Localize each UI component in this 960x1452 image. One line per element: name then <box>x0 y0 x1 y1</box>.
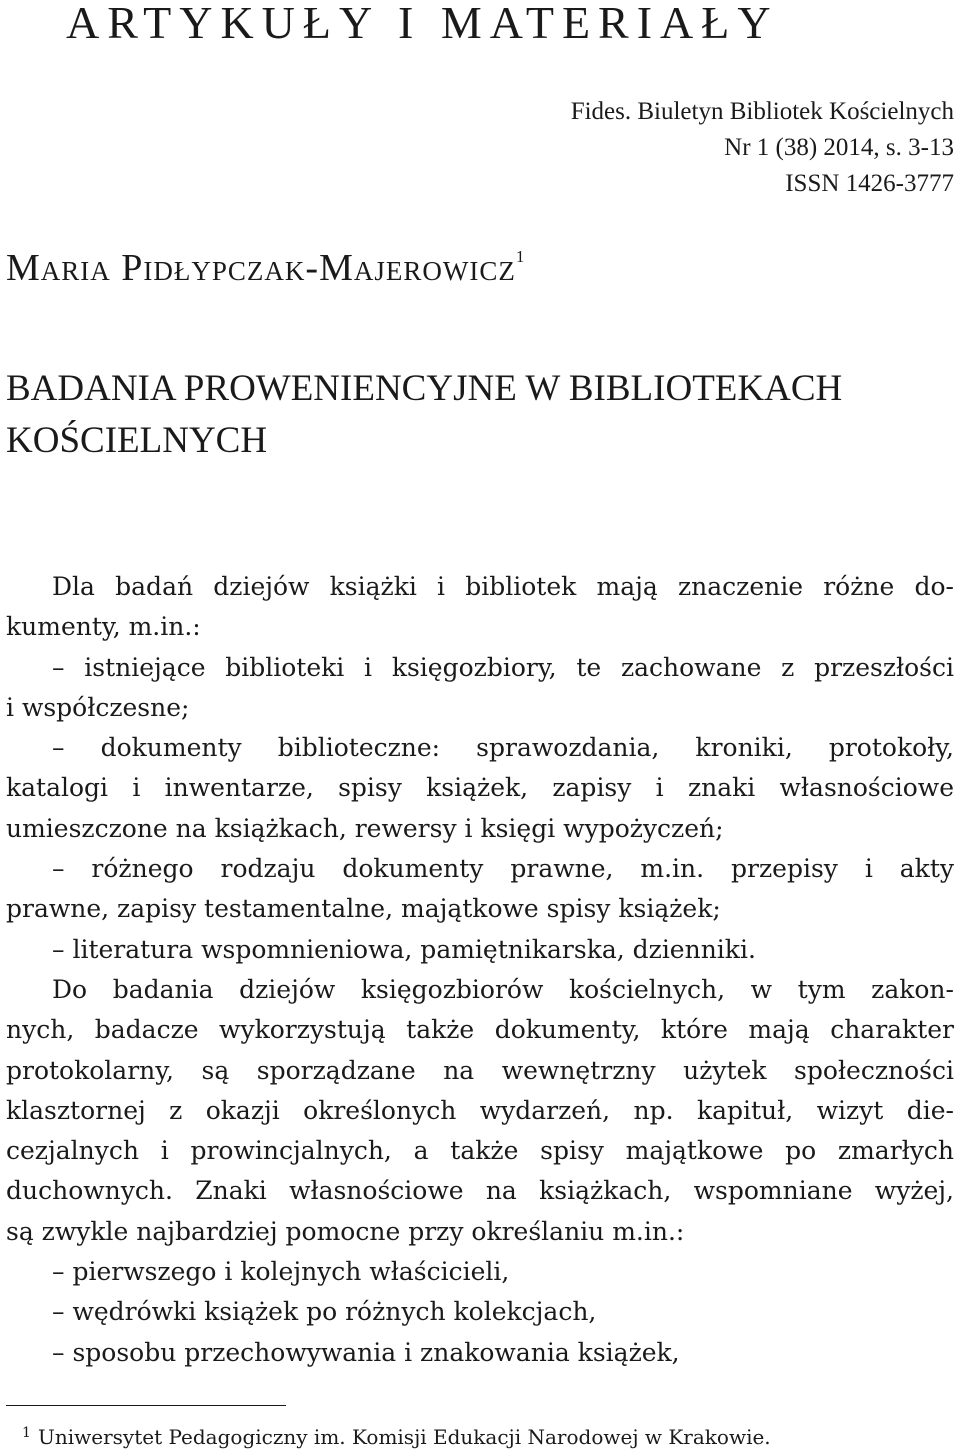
author-footnote-mark: 1 <box>515 247 526 267</box>
section-heading: ARTYKUŁY I MATERIAŁY <box>66 0 779 48</box>
citation-journal: Fides. Biuletyn Bibliotek Kościelnych <box>570 98 954 125</box>
author-name <box>6 246 525 290</box>
list-item-line: prawne, zapisy testamentalne, majątkowe spisy książek; <box>6 894 721 924</box>
list-item-line: i współczesne; <box>6 692 190 722</box>
list-item-line: umieszczone na książkach, rewersy i księgi wypożyczeń; <box>6 813 724 843</box>
body-line: kumenty, m.in.: <box>6 612 201 642</box>
document-page <box>6 0 954 1452</box>
article-title-line: BADANIA PROWENIENCYJNE W BIBLIOTEKACH <box>6 368 843 409</box>
body-line: protokolarny, są sporządzane na wewnętrzny użytek społeczności <box>6 1055 954 1085</box>
list-item-line: – dokumenty biblioteczne: sprawozdania, kroniki, protokoły, <box>52 733 954 763</box>
list-item-line: katalogi i inwentarze, spisy książek, zapisy i znaki własnościowe <box>6 773 954 803</box>
list-item-line: – istniejące biblioteki i księgozbiory, te zachowane z przeszłości <box>52 652 954 682</box>
citation-issn: ISSN 1426-3777 <box>785 170 954 197</box>
list-item-line: – różnego rodzaju dokumenty prawne, m.in. przepisy i akty <box>52 854 954 884</box>
footnote-mark: 1 <box>22 1425 31 1441</box>
footnote <box>6 1420 771 1450</box>
citation-issue: Nr 1 (38) 2014, s. 3-13 <box>724 134 954 161</box>
body-line: są zwykle najbardziej pomocne przy określaniu m.in.: <box>6 1216 685 1246</box>
article-title <box>6 363 842 467</box>
article-title-line: KOŚCIELNYCH <box>6 420 268 461</box>
body-line: Do badania dziejów księgozbiorów kościelnych, w tym zakon- <box>52 974 954 1004</box>
body-line: cezjalnych i prowincjalnych, a także spisy majątkowe po zmarłych <box>6 1136 954 1166</box>
body-line: nych, badacze wykorzystują także dokumenty, które mają charakter <box>6 1015 954 1045</box>
footnote-text: Uniwersytet Pedagogiczny im. Komisji Edukacji Narodowej w Krakowie. <box>38 1425 771 1449</box>
body-line: klasztornej z okazji określonych wydarzeń, np. kapituł, wizyt die- <box>6 1095 954 1125</box>
article-body <box>6 567 954 1373</box>
author-name-text: Maria Pidłypczak-Majerowicz <box>6 247 516 289</box>
list-item-line: – literatura wspomnieniowa, pamiętnikarska, dzienniki. <box>52 934 756 964</box>
citation-block <box>571 94 954 202</box>
list-item-line: – pierwszego i kolejnych właścicieli, <box>52 1257 510 1287</box>
list-item-line: – wędrówki książek po różnych kolekcjach, <box>52 1297 597 1327</box>
body-line: duchownych. Znaki własnościowe na książkach, wspomniane wyżej, <box>6 1176 954 1206</box>
body-line: Dla badań dziejów książki i bibliotek mają znaczenie różne do- <box>52 572 954 601</box>
footnote-divider <box>6 1405 286 1406</box>
list-item-line: – sposobu przechowywania i znakowania książek, <box>52 1337 680 1367</box>
